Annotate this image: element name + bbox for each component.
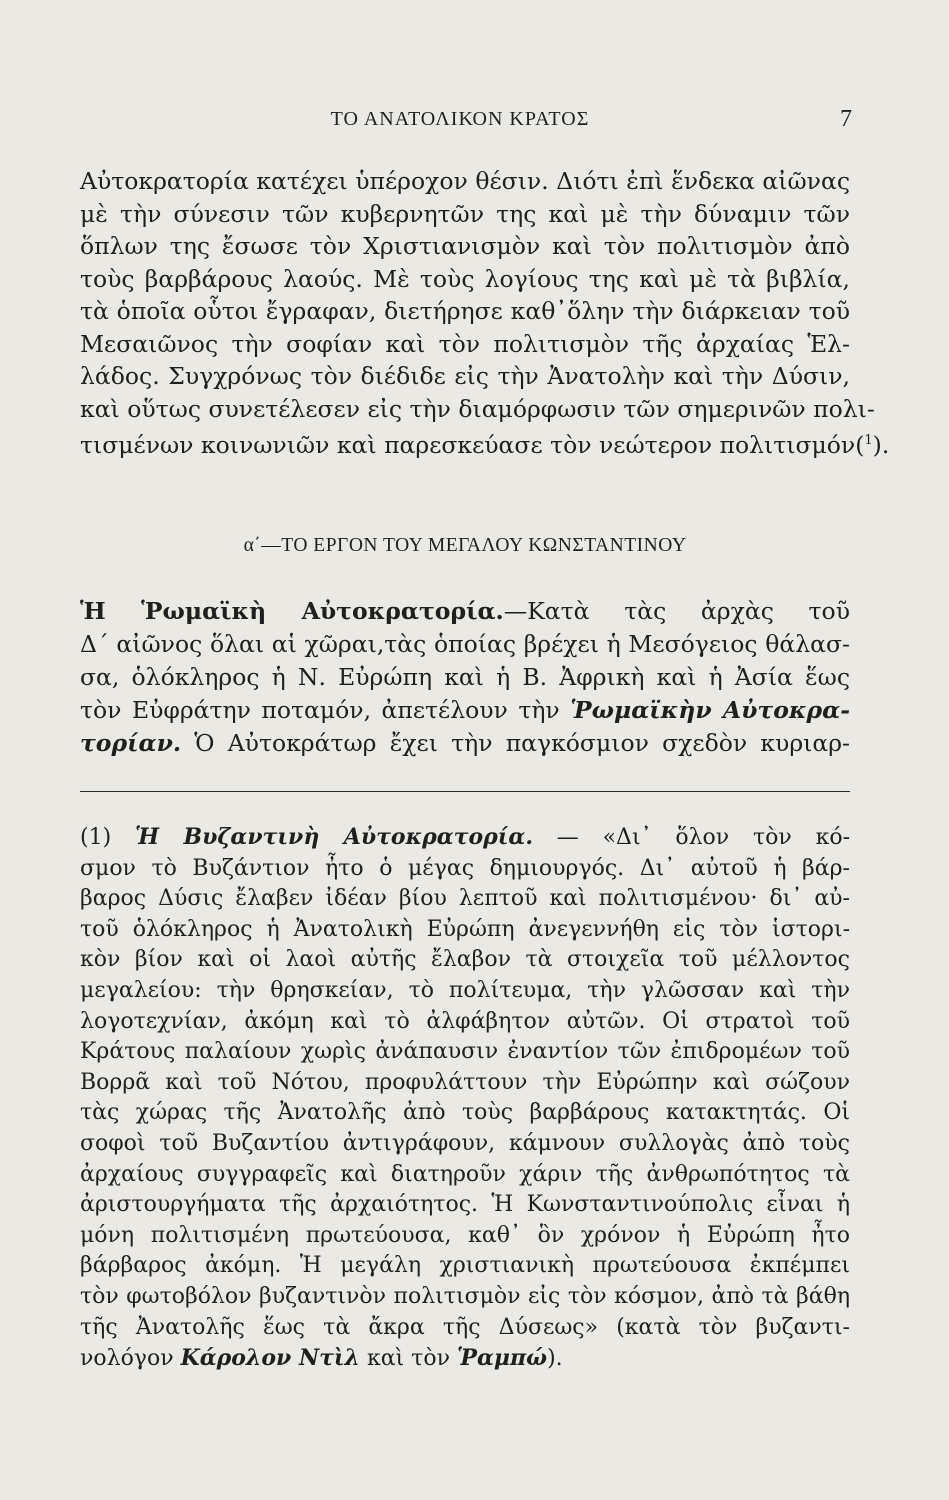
text-span: τὸν Εὐφράτην ποταμόν, ἀπετέλουν τὴν [80,696,560,724]
text-span: τισμένων κοινωνιῶν καὶ παρεσκεύασε τὸν νεώτερον πολιτισμόν [80,430,856,459]
running-title: ΤΟ ΑΝΑΤΟΛΙΚΟΝ ΚΡΑΤΟΣ [330,108,590,130]
text-line [80,822,850,854]
text-line [80,694,850,727]
text-line [80,727,850,760]
text-line: Δ΄ αἰῶνος ὅλαι αἱ χῶραι,τὰς ὁποίας βρέχει ἡ Μεσόγειος θάλασ- [80,630,850,658]
text-line: Βορρᾶ καὶ τοῦ Νότου, προφυλάττουν τὴν Εὐρώπην καὶ σώζουν [80,1069,850,1095]
paragraph-1 [80,165,890,461]
text-span: . [881,430,890,459]
text-line: τὰ ὁποῖα οὗτοι ἔγραφαν, διετήρησε καθ᾽ὅλην τὴν διάρκειαν τοῦ [80,297,850,325]
text-line: τῆς Ἀνατολῆς ἕως τὰ ἄκρα τῆς Δύσεως» (κατὰ τὸν βυζαντι- [80,1314,850,1340]
text-span: — «Δι᾽ ὅλον τὸν κό- [556,825,850,850]
paragraph-title: Ἡ Ῥωμαϊκὴ Αὐτοκρατορία. [80,597,504,625]
footnote-title: Ἡ Βυζαντινὴ Αὐτοκρατορία. [134,824,533,850]
text-line: ἀριστουργήματα τῆς ἀρχαιότητος. Ἡ Κωνσταντινούπολις εἶναι ἡ [80,1192,850,1218]
text-line: τοῦ ὁλόκληρος ἡ Ἀνατολικὴ Εὐρώπη ἀνεγεννήθη εἰς τὸν ἱστορι- [80,916,850,942]
text-line-last [80,1343,850,1375]
text-line: τοὺς βαρβάρους λαούς. Μὲ τοὺς λογίους της καὶ μὲ τὰ βιβλία, [80,264,850,293]
footnote-marker: (1) [80,825,112,850]
text-line [80,595,850,628]
text-span: καὶ τὸν [366,1346,450,1372]
text-span: Ὁ Αὐτοκράτωρ ἔχει τὴν παγκόσμιον σχεδὸν κυριαρ- [194,729,850,757]
text-line: καὶ οὕτως συνετέλεσεν εἰς τὴν διαμόρφωσιν τῶν σημερινῶν πολι- [80,394,875,423]
footnote-reference: 1 [864,433,873,448]
text-line: μεγαλείου: τὴν θρησκείαν, τὸ πολίτευμα, τὴν γλῶσσαν καὶ τὴν [80,977,850,1003]
text-line: Κράτους παλαίουν χωρὶς ἀνάπαυσιν ἐναντίον τῶν ἐπιδρομέων τοῦ [80,1039,850,1065]
text-line: ἀρχαίους συγγραφεῖς καὶ διατηροῦν χάριν τῆς ἀνθρωπότητος τὰ [80,1161,850,1187]
text-line: ὅπλων της ἔσωσε τὸν Χριστιανισμὸν καὶ τὸν πολιτισμὸν ἀπὸ [80,232,850,260]
emphasis-text: τορίαν. [80,729,182,757]
text-line: μόνη πολιτισμένη πρωτεύουσα, καθ᾽ ὃν χρόνον ἡ Εὐρώπη ἦτο [80,1222,850,1248]
page-number: 7 [840,106,852,132]
text-line: σμον τὸ Βυζάντιον ἦτο ὁ μέγας δημιουργός. Δι᾽ αὐτοῦ ἡ βάρ- [80,855,850,881]
text-line: Αὐτοκρατορία κατέχει ὑπέροχον θέσιν. Διότι ἐπὶ ἕνδεκα αἰῶνας [80,167,850,195]
text-line: Μεσαιῶνος τὴν σοφίαν καὶ τὸν πολιτισμὸν τῆς ἀρχαίας Ἑλ- [80,329,850,358]
text-line: βαρος Δύσις ἔλαβεν ἰδέαν βίου λεπτοῦ καὶ πολιτισμένου· δι᾽ αὐ- [80,886,850,912]
author-name: Ῥαμπώ [456,1345,548,1372]
text-span: ). [547,1346,563,1372]
text-line: τὰς χώρας τῆς Ἀνατολῆς ἀπὸ τοὺς βαρβάρους κατακτητάς. Οἱ [80,1100,850,1126]
page-header [80,106,852,138]
text-line: μὲ τὴν σύνεσιν τῶν κυβερνητῶν της καὶ μὲ τὴν δύναμιν τῶν [80,199,850,228]
author-name: Κάρολον Ντὶλ [180,1345,360,1372]
paragraph-2 [80,595,850,760]
text-line: βάρβαρος ἀκόμη. Ἡ μεγάλη χριστιανικὴ πρωτεύουσα ἐκπέμπει [80,1253,850,1279]
footnote [80,822,850,1375]
emphasis-text: Ῥωμαϊκὴν Αὐτοκρα- [570,696,850,724]
text-span: —Κατὰ τὰς ἀρχὰς τοῦ [503,597,850,625]
text-line: κὸν βίον καὶ οἱ λαοὶ αὐτῆς ἔλαβον τὰ στοιχεῖα τοῦ μέλλοντος [80,947,850,973]
section-heading: α΄—ΤΟ ΕΡΓΟΝ ΤΟΥ ΜΕΓΑΛΟΥ ΚΩΝΣΤΑΝΤΙΝΟΥ [243,535,687,556]
text-span: νολόγον [80,1346,174,1372]
text-line: σα, ὁλόκληρος ἡ Ν. Εὐρώπη καὶ ἡ Β. Ἀφρικὴ καὶ ἡ Ἀσία ἕως [80,663,850,691]
text-line: τὸν φωτοβόλον βυζαντινὸν πολιτισμὸν εἰς τὸν κόσμον, ἀπὸ τὰ βάθη [80,1283,850,1309]
text-line: σοφοὶ τοῦ Βυζαντίου ἀντιγράφουν, κάμνουν συλλογὰς ἀπὸ τοὺς [80,1130,850,1156]
text-line-last: τισμένων κοινωνιῶν καὶ παρεσκεύασε τὸν νεώτερον πολιτισμόν($^1$). [80,430,890,459]
text-line: λογοτεχνίαν, ἀκόμη καὶ τὸ ἀλφάβητον αὐτῶν. Οἱ στρατοὶ τοῦ [80,1008,850,1034]
text-line: λάδος. Συγχρόνως τὸν διέδιδε εἰς τὴν Ἀνατολὴν καὶ τὴν Δύσιν, [80,362,850,390]
footnote-divider [80,791,850,792]
